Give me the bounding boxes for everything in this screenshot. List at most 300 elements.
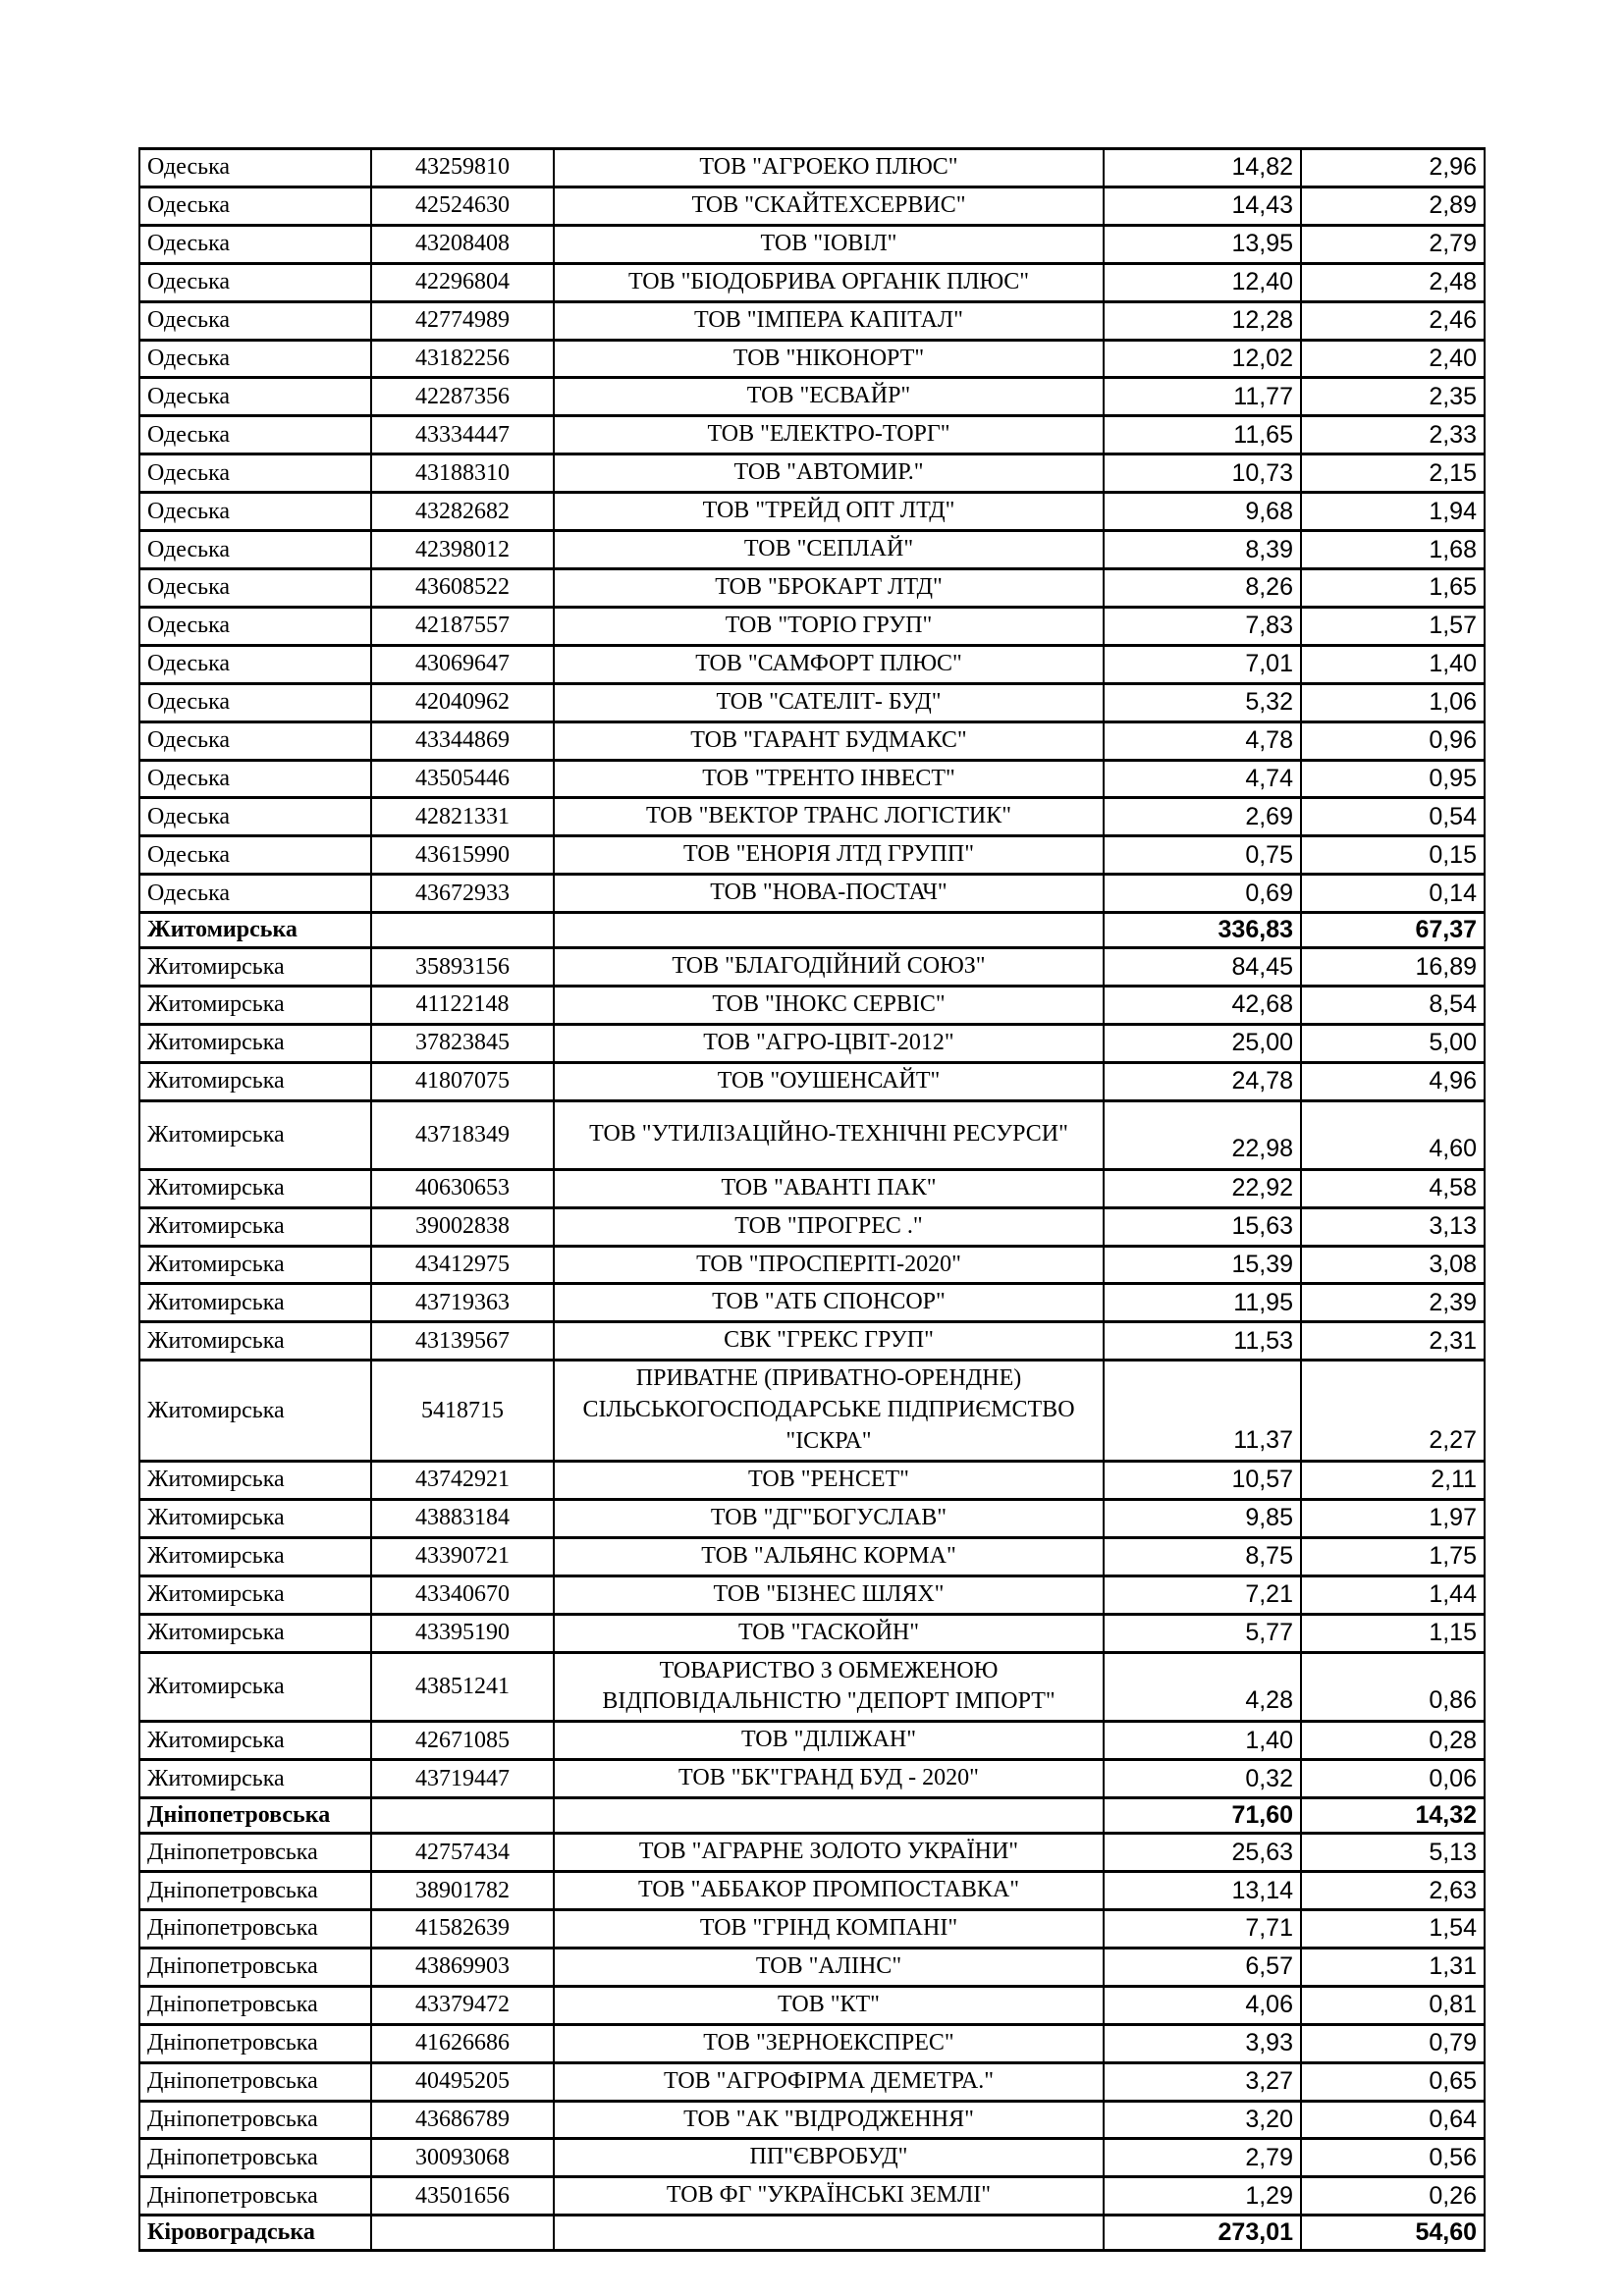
company-name-cell: ТОВ "ПРОСПЕРІТІ-2020" [554, 1246, 1104, 1284]
summary-row [139, 913, 1485, 948]
region-cell: Одеська [139, 568, 371, 607]
value2-cell: 0,86 [1301, 1652, 1485, 1722]
region-cell: Житомирська [139, 1499, 371, 1537]
company-name-cell [554, 2216, 1104, 2251]
value1-cell: 4,06 [1104, 1986, 1301, 2024]
code-cell: 43718349 [371, 1100, 554, 1169]
value2-cell: 2,40 [1301, 340, 1485, 378]
table-row [139, 1722, 1485, 1760]
company-name-cell: ПРИВАТНЕ (ПРИВАТНО-ОРЕНДНЕ) СІЛЬСЬКОГОСПОДАРСЬКЕ ПІДПРИЄМСТВО "ІСКРА" [554, 1361, 1104, 1462]
value2-cell: 2,39 [1301, 1284, 1485, 1322]
company-name-cell: ТОВ "АТБ СПОНСОР" [554, 1284, 1104, 1322]
code-cell: 43412975 [371, 1246, 554, 1284]
code-cell: 35893156 [371, 948, 554, 987]
value1-cell: 12,02 [1104, 340, 1301, 378]
code-cell: 30093068 [371, 2139, 554, 2177]
value2-cell: 0,96 [1301, 721, 1485, 760]
code-cell: 43282682 [371, 493, 554, 531]
region-cell: Одеська [139, 836, 371, 875]
code-cell [371, 913, 554, 948]
table-row [139, 1834, 1485, 1872]
value1-cell: 24,78 [1104, 1062, 1301, 1100]
table-row [139, 1322, 1485, 1361]
value1-cell: 0,69 [1104, 875, 1301, 913]
value2-cell: 2,89 [1301, 187, 1485, 225]
region-cell: Житомирська [139, 1024, 371, 1062]
code-cell: 38901782 [371, 1872, 554, 1910]
code-cell: 43672933 [371, 875, 554, 913]
value1-cell: 7,71 [1104, 1909, 1301, 1948]
value2-cell: 54,60 [1301, 2216, 1485, 2251]
code-cell: 43395190 [371, 1614, 554, 1652]
value1-cell: 13,14 [1104, 1872, 1301, 1910]
table-row [139, 1361, 1485, 1462]
value2-cell: 1,57 [1301, 607, 1485, 645]
region-cell: Житомирська [139, 1760, 371, 1798]
value2-cell: 4,60 [1301, 1100, 1485, 1169]
region-cell: Житомирська [139, 913, 371, 948]
table-row [139, 1100, 1485, 1169]
company-name-cell [554, 913, 1104, 948]
table-row [139, 2177, 1485, 2216]
region-cell: Дніпопетровська [139, 2101, 371, 2139]
value1-cell: 7,01 [1104, 645, 1301, 683]
table-row [139, 1909, 1485, 1948]
value2-cell: 2,79 [1301, 225, 1485, 263]
company-name-cell: ТОВ "ДІЛІЖАН" [554, 1722, 1104, 1760]
company-name-cell: ТОВ "СКАЙТЕХСЕРВИС" [554, 187, 1104, 225]
value1-cell: 42,68 [1104, 987, 1301, 1025]
value2-cell: 0,79 [1301, 2024, 1485, 2062]
table-row [139, 760, 1485, 798]
company-name-cell: ТОВ "НОВА-ПОСТАЧ" [554, 875, 1104, 913]
table-row [139, 187, 1485, 225]
value2-cell: 0,65 [1301, 2062, 1485, 2101]
region-cell: Житомирська [139, 1246, 371, 1284]
region-cell: Одеська [139, 301, 371, 340]
value2-cell: 0,15 [1301, 836, 1485, 875]
company-name-cell: ТОВ "БЛАГОДІЙНИЙ СОЮЗ" [554, 948, 1104, 987]
value2-cell: 1,15 [1301, 1614, 1485, 1652]
table-row [139, 1614, 1485, 1652]
value1-cell: 15,39 [1104, 1246, 1301, 1284]
value1-cell: 7,21 [1104, 1575, 1301, 1614]
value1-cell: 84,45 [1104, 948, 1301, 987]
company-name-cell: ТОВ ФГ "УКРАЇНСЬКІ ЗЕМЛІ" [554, 2177, 1104, 2216]
value1-cell: 8,75 [1104, 1537, 1301, 1575]
value1-cell: 9,85 [1104, 1499, 1301, 1537]
company-name-cell: СВК "ГРЕКС ГРУП" [554, 1322, 1104, 1361]
table-row [139, 683, 1485, 721]
company-name-cell: ТОВ "АЛЬЯНС КОРМА" [554, 1537, 1104, 1575]
value2-cell: 0,26 [1301, 2177, 1485, 2216]
value2-cell: 1,68 [1301, 531, 1485, 569]
region-cell: Житомирська [139, 1361, 371, 1462]
table-row [139, 948, 1485, 987]
value2-cell: 2,63 [1301, 1872, 1485, 1910]
value2-cell: 1,65 [1301, 568, 1485, 607]
code-cell: 42671085 [371, 1722, 554, 1760]
region-cell: Дніпопетровська [139, 2024, 371, 2062]
table-row [139, 2139, 1485, 2177]
region-cell: Житомирська [139, 1169, 371, 1207]
code-cell: 42774989 [371, 301, 554, 340]
value2-cell: 0,64 [1301, 2101, 1485, 2139]
company-name-cell: ТОВ "ОУШЕНСАЙТ" [554, 1062, 1104, 1100]
region-cell: Одеська [139, 187, 371, 225]
code-cell [371, 2216, 554, 2251]
value1-cell: 4,74 [1104, 760, 1301, 798]
code-cell: 43851241 [371, 1652, 554, 1722]
company-name-cell: ТОВ "ТОРІО ГРУП" [554, 607, 1104, 645]
region-cell: Одеська [139, 493, 371, 531]
value2-cell: 2,15 [1301, 454, 1485, 493]
summary-row [139, 1798, 1485, 1834]
region-cell: Одеська [139, 760, 371, 798]
value1-cell: 11,37 [1104, 1361, 1301, 1462]
table-row [139, 1652, 1485, 1722]
region-cell: Дніпопетровська [139, 1986, 371, 2024]
company-name-cell: ТОВ "ЕЛЕКТРО-ТОРГ" [554, 416, 1104, 454]
company-name-cell: ТОВ "ГРІНД КОМПАНІ" [554, 1909, 1104, 1948]
value1-cell: 6,57 [1104, 1948, 1301, 1986]
table-row [139, 454, 1485, 493]
company-name-cell: ТОВ "БК"ГРАНД БУД - 2020" [554, 1760, 1104, 1798]
table-row [139, 1024, 1485, 1062]
code-cell: 43379472 [371, 1986, 554, 2024]
region-cell: Житомирська [139, 948, 371, 987]
table-row [139, 568, 1485, 607]
value2-cell: 1,44 [1301, 1575, 1485, 1614]
code-cell: 43719447 [371, 1760, 554, 1798]
code-cell: 40630653 [371, 1169, 554, 1207]
company-name-cell: ТОВ "ТРЕНТО ІНВЕСТ" [554, 760, 1104, 798]
code-cell: 43742921 [371, 1462, 554, 1500]
table-row [139, 301, 1485, 340]
value1-cell: 0,75 [1104, 836, 1301, 875]
code-cell: 40495205 [371, 2062, 554, 2101]
value1-cell: 22,98 [1104, 1100, 1301, 1169]
table-row [139, 493, 1485, 531]
company-name-cell: ТОВ "ЗЕРНОЕКСПРЕС" [554, 2024, 1104, 2062]
value2-cell: 0,14 [1301, 875, 1485, 913]
table-row [139, 987, 1485, 1025]
table-row [139, 645, 1485, 683]
company-name-cell: ТОВ "АВТОМИР." [554, 454, 1104, 493]
value2-cell: 3,13 [1301, 1207, 1485, 1246]
table-row [139, 798, 1485, 836]
region-cell: Одеська [139, 683, 371, 721]
table-row [139, 1169, 1485, 1207]
code-cell: 42821331 [371, 798, 554, 836]
code-cell: 43869903 [371, 1948, 554, 1986]
value2-cell: 0,28 [1301, 1722, 1485, 1760]
table-row [139, 1062, 1485, 1100]
value2-cell: 1,31 [1301, 1948, 1485, 1986]
value1-cell: 12,40 [1104, 263, 1301, 301]
table-row [139, 1760, 1485, 1798]
table-row [139, 531, 1485, 569]
code-cell: 43139567 [371, 1322, 554, 1361]
code-cell: 41122148 [371, 987, 554, 1025]
value2-cell: 3,08 [1301, 1246, 1485, 1284]
value1-cell: 3,20 [1104, 2101, 1301, 2139]
code-cell: 43501656 [371, 2177, 554, 2216]
company-name-cell: ТОВ "ІОВІЛ" [554, 225, 1104, 263]
table-row [139, 416, 1485, 454]
code-cell: 41626686 [371, 2024, 554, 2062]
value1-cell: 14,82 [1104, 149, 1301, 187]
value2-cell: 0,81 [1301, 1986, 1485, 2024]
code-cell: 43259810 [371, 149, 554, 187]
code-cell: 43340670 [371, 1575, 554, 1614]
value2-cell: 5,13 [1301, 1834, 1485, 1872]
region-cell: Одеська [139, 607, 371, 645]
value1-cell: 10,73 [1104, 454, 1301, 493]
company-name-cell: ТОВ "ДГ"БОГУСЛАВ" [554, 1499, 1104, 1537]
value1-cell: 2,79 [1104, 2139, 1301, 2177]
table-row [139, 149, 1485, 187]
code-cell: 43208408 [371, 225, 554, 263]
region-cell: Дніпопетровська [139, 2139, 371, 2177]
company-name-cell: ТОВАРИСТВО З ОБМЕЖЕНОЮ ВІДПОВІДАЛЬНІСТЮ "ДЕПОРТ ІМПОРТ" [554, 1652, 1104, 1722]
value1-cell: 9,68 [1104, 493, 1301, 531]
region-cell: Одеська [139, 454, 371, 493]
region-cell: Дніпопетровська [139, 2177, 371, 2216]
value2-cell: 14,32 [1301, 1798, 1485, 1834]
value1-cell: 15,63 [1104, 1207, 1301, 1246]
table-row [139, 2024, 1485, 2062]
code-cell: 42757434 [371, 1834, 554, 1872]
code-cell [371, 1798, 554, 1834]
value1-cell: 22,92 [1104, 1169, 1301, 1207]
value2-cell: 1,97 [1301, 1499, 1485, 1537]
code-cell: 43069647 [371, 645, 554, 683]
region-cell: Житомирська [139, 1537, 371, 1575]
region-cell: Одеська [139, 798, 371, 836]
company-name-cell: ТОВ "ГАСКОЙН" [554, 1614, 1104, 1652]
company-name-cell: ТОВ "САТЕЛІТ- БУД" [554, 683, 1104, 721]
value2-cell: 8,54 [1301, 987, 1485, 1025]
code-cell: 43615990 [371, 836, 554, 875]
value1-cell: 71,60 [1104, 1798, 1301, 1834]
company-name-cell [554, 1798, 1104, 1834]
code-cell: 43334447 [371, 416, 554, 454]
table-row [139, 1284, 1485, 1322]
region-cell: Кіровоградська [139, 2216, 371, 2251]
value1-cell: 12,28 [1104, 301, 1301, 340]
region-cell: Одеська [139, 531, 371, 569]
value2-cell: 2,11 [1301, 1462, 1485, 1500]
table-row [139, 1537, 1485, 1575]
value1-cell: 273,01 [1104, 2216, 1301, 2251]
region-cell: Одеська [139, 645, 371, 683]
region-cell: Одеська [139, 416, 371, 454]
company-name-cell: ТОВ "НІКОНОРТ" [554, 340, 1104, 378]
table-row [139, 1575, 1485, 1614]
company-name-cell: ТОВ "КТ" [554, 1986, 1104, 2024]
code-cell: 43390721 [371, 1537, 554, 1575]
region-cell: Одеська [139, 340, 371, 378]
code-cell: 5418715 [371, 1361, 554, 1462]
table-row [139, 721, 1485, 760]
code-cell: 41807075 [371, 1062, 554, 1100]
value1-cell: 5,32 [1104, 683, 1301, 721]
region-cell: Одеська [139, 378, 371, 416]
value2-cell: 1,94 [1301, 493, 1485, 531]
code-cell: 43505446 [371, 760, 554, 798]
code-cell: 43608522 [371, 568, 554, 607]
value1-cell: 11,65 [1104, 416, 1301, 454]
region-cell: Одеська [139, 875, 371, 913]
code-cell: 42287356 [371, 378, 554, 416]
code-cell: 37823845 [371, 1024, 554, 1062]
value1-cell: 4,28 [1104, 1652, 1301, 1722]
value2-cell: 16,89 [1301, 948, 1485, 987]
table-body [139, 149, 1485, 2251]
value1-cell: 14,43 [1104, 187, 1301, 225]
value1-cell: 8,26 [1104, 568, 1301, 607]
value2-cell: 2,33 [1301, 416, 1485, 454]
value2-cell: 1,06 [1301, 683, 1485, 721]
code-cell: 43686789 [371, 2101, 554, 2139]
region-cell: Дніпопетровська [139, 1834, 371, 1872]
table-row [139, 875, 1485, 913]
value2-cell: 1,40 [1301, 645, 1485, 683]
region-cell: Житомирська [139, 1462, 371, 1500]
table-row [139, 2062, 1485, 2101]
table-row [139, 263, 1485, 301]
regions-companies-table [138, 147, 1486, 2252]
code-cell: 42296804 [371, 263, 554, 301]
value1-cell: 0,32 [1104, 1760, 1301, 1798]
company-name-cell: ТОВ "ЕСВАЙР" [554, 378, 1104, 416]
value2-cell: 2,96 [1301, 149, 1485, 187]
code-cell: 42040962 [371, 683, 554, 721]
value1-cell: 25,63 [1104, 1834, 1301, 1872]
value1-cell: 2,69 [1104, 798, 1301, 836]
value1-cell: 1,40 [1104, 1722, 1301, 1760]
value2-cell: 0,06 [1301, 1760, 1485, 1798]
value2-cell: 5,00 [1301, 1024, 1485, 1062]
value1-cell: 10,57 [1104, 1462, 1301, 1500]
value1-cell: 11,77 [1104, 378, 1301, 416]
code-cell: 43182256 [371, 340, 554, 378]
value1-cell: 25,00 [1104, 1024, 1301, 1062]
region-cell: Дніпопетровська [139, 1948, 371, 1986]
value1-cell: 13,95 [1104, 225, 1301, 263]
company-name-cell: ТОВ "АББАКОР ПРОМПОСТАВКА" [554, 1872, 1104, 1910]
code-cell: 43344869 [371, 721, 554, 760]
company-name-cell: ТОВ "АГРОЕКО ПЛЮС" [554, 149, 1104, 187]
table-row [139, 1462, 1485, 1500]
value2-cell: 0,56 [1301, 2139, 1485, 2177]
region-cell: Одеська [139, 225, 371, 263]
company-name-cell: ТОВ "АЛІНС" [554, 1948, 1104, 1986]
value2-cell: 1,54 [1301, 1909, 1485, 1948]
region-cell: Одеська [139, 263, 371, 301]
region-cell: Житомирська [139, 1322, 371, 1361]
code-cell: 42524630 [371, 187, 554, 225]
table-row [139, 378, 1485, 416]
region-cell: Одеська [139, 149, 371, 187]
company-name-cell: ТОВ "РЕНСЕТ" [554, 1462, 1104, 1500]
region-cell: Житомирська [139, 1652, 371, 1722]
value1-cell: 11,95 [1104, 1284, 1301, 1322]
code-cell: 43883184 [371, 1499, 554, 1537]
value2-cell: 0,95 [1301, 760, 1485, 798]
value1-cell: 8,39 [1104, 531, 1301, 569]
company-name-cell: ТОВ "ПРОГРЕС ." [554, 1207, 1104, 1246]
table-row [139, 1499, 1485, 1537]
company-name-cell: ТОВ "АГРОФІРМА ДЕМЕТРА." [554, 2062, 1104, 2101]
company-name-cell: ТОВ "АВАНТІ ПАК" [554, 1169, 1104, 1207]
company-name-cell: ТОВ "АГРАРНЕ ЗОЛОТО УКРАЇНИ" [554, 1834, 1104, 1872]
region-cell: Житомирська [139, 1207, 371, 1246]
value2-cell: 2,31 [1301, 1322, 1485, 1361]
company-name-cell: ТОВ "ГАРАНТ БУДМАКС" [554, 721, 1104, 760]
code-cell: 39002838 [371, 1207, 554, 1246]
company-name-cell: ТОВ "БІОДОБРИВА ОРГАНІК ПЛЮС" [554, 263, 1104, 301]
region-cell: Житомирська [139, 1062, 371, 1100]
table-row [139, 1986, 1485, 2024]
region-cell: Житомирська [139, 1722, 371, 1760]
region-cell: Дніпопетровська [139, 1798, 371, 1834]
table-row [139, 2101, 1485, 2139]
company-name-cell: ТОВ "ЕНОРІЯ ЛТД ГРУПП" [554, 836, 1104, 875]
code-cell: 43188310 [371, 454, 554, 493]
region-cell: Житомирська [139, 1614, 371, 1652]
value2-cell: 2,27 [1301, 1361, 1485, 1462]
company-name-cell: ТОВ "АК "ВІДРОДЖЕННЯ" [554, 2101, 1104, 2139]
code-cell: 42187557 [371, 607, 554, 645]
company-name-cell: ТОВ "АГРО-ЦВІТ-2012" [554, 1024, 1104, 1062]
region-cell: Дніпопетровська [139, 1909, 371, 1948]
value2-cell: 0,54 [1301, 798, 1485, 836]
value2-cell: 67,37 [1301, 913, 1485, 948]
value2-cell: 1,75 [1301, 1537, 1485, 1575]
code-cell: 42398012 [371, 531, 554, 569]
company-name-cell: ПП"ЄВРОБУД" [554, 2139, 1104, 2177]
company-name-cell: ТОВ "УТИЛІЗАЦІЙНО-ТЕХНІЧНІ РЕСУРСИ" [554, 1100, 1104, 1169]
company-name-cell: ТОВ "ТРЕЙД ОПТ ЛТД" [554, 493, 1104, 531]
value1-cell: 5,77 [1104, 1614, 1301, 1652]
table-row [139, 1207, 1485, 1246]
value1-cell: 11,53 [1104, 1322, 1301, 1361]
table-row [139, 225, 1485, 263]
value1-cell: 3,27 [1104, 2062, 1301, 2101]
summary-row [139, 2216, 1485, 2251]
value2-cell: 4,96 [1301, 1062, 1485, 1100]
region-cell: Житомирська [139, 987, 371, 1025]
value1-cell: 3,93 [1104, 2024, 1301, 2062]
code-cell: 43719363 [371, 1284, 554, 1322]
region-cell: Житомирська [139, 1100, 371, 1169]
value2-cell: 2,48 [1301, 263, 1485, 301]
region-cell: Дніпопетровська [139, 1872, 371, 1910]
region-cell: Одеська [139, 721, 371, 760]
value2-cell: 2,46 [1301, 301, 1485, 340]
table-row [139, 1246, 1485, 1284]
code-cell: 41582639 [371, 1909, 554, 1948]
company-name-cell: ТОВ "БРОКАРТ ЛТД" [554, 568, 1104, 607]
company-name-cell: ТОВ "СЕПЛАЙ" [554, 531, 1104, 569]
company-name-cell: ТОВ "БІЗНЕС ШЛЯХ" [554, 1575, 1104, 1614]
value1-cell: 7,83 [1104, 607, 1301, 645]
table-row [139, 1948, 1485, 1986]
value1-cell: 336,83 [1104, 913, 1301, 948]
table-row [139, 836, 1485, 875]
